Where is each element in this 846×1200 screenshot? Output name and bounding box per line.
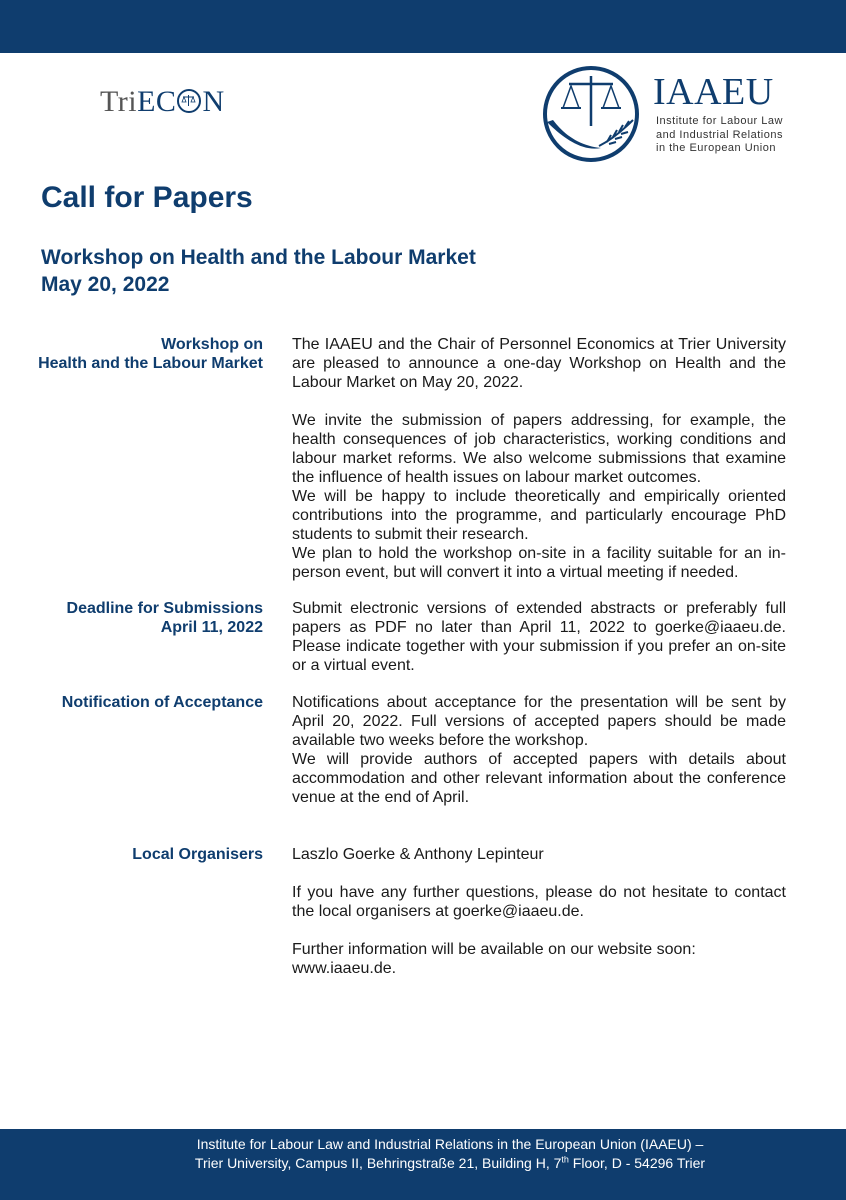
workshop-subtitle — [41, 244, 476, 298]
section-body-deadline — [292, 599, 786, 675]
iaaeu-logo-name: IAAEU — [653, 71, 774, 113]
paragraph: Notifications about acceptance for the presentation will be sent by April 20, 2022. Full versions of accepted papers should be made available two weeks before the workshop. — [292, 694, 786, 749]
iaaeu-subtitle-line: and Industrial Relations — [656, 128, 783, 141]
paragraph: If you have any further questions, please do not hesitate to contact the local organisers at goerke@iaaeu.de. — [292, 884, 786, 920]
triecon-logo-part3: N — [202, 85, 225, 118]
section-label-notification: Notification of Acceptance — [61, 694, 263, 711]
triecon-logo-part2: EC — [137, 85, 177, 118]
triecon-logo-part1: Tri — [100, 85, 138, 118]
paragraph: We invite the submission of papers addressing, for example, the health consequences of job characteristics, working conditions and labour market reforms. We also welcome submissions that examine the influence of health issues on labour market outcomes. — [292, 412, 786, 486]
footer-address-part: Floor, D - 54296 Trier — [568, 1155, 706, 1171]
website-link[interactable]: www.iaaeu.de. — [292, 960, 397, 977]
section-label-workshop — [20, 335, 263, 373]
iaaeu-emblem-icon — [541, 64, 641, 164]
top-banner — [0, 0, 846, 53]
further-info — [292, 940, 786, 978]
paragraph: We plan to hold the workshop on-site in a facility suitable for an in-person event, but will convert it into a virtual meeting if needed. — [292, 545, 786, 581]
section-label-organisers: Local Organisers — [132, 846, 263, 863]
workshop-date: May 20, 2022 — [41, 273, 170, 296]
paragraph: We will provide authors of accepted papers with details about accommodation and other relevant information about the conference venue at the end of April. — [292, 751, 786, 806]
section-body-workshop — [292, 335, 786, 582]
iaaeu-logo-subtitle — [656, 115, 783, 156]
label-line: Health and the Labour Market — [38, 355, 263, 372]
footer-address-part: Trier University, Campus II, Behringstraße 21, Building H, 7 — [194, 1155, 562, 1171]
footer-line — [0, 1154, 846, 1173]
label-line: Deadline for Submissions — [66, 600, 263, 617]
iaaeu-subtitle-line: in the European Union — [656, 142, 776, 154]
label-line: Workshop on — [161, 336, 263, 353]
paragraph: The IAAEU and the Chair of Personnel Economics at Trier University are pleased to announce a one-day Workshop on Health and the Labour Market on May 20, 2022. — [292, 336, 786, 391]
organiser-names: Laszlo Goerke & Anthony Lepinteur — [292, 846, 544, 863]
triecon-logo — [100, 82, 270, 122]
section-body-notification — [292, 693, 786, 807]
further-info-text: Further information will be available on our website soon: — [292, 941, 696, 958]
footer-banner — [0, 1129, 846, 1200]
label-line: April 11, 2022 — [160, 619, 263, 636]
footer-address — [0, 1135, 846, 1173]
scales-icon — [177, 89, 201, 113]
footer-line: Institute for Labour Law and Industrial Relations in the European Union (IAAEU) – — [196, 1136, 704, 1152]
section-label-deadline — [20, 599, 263, 637]
footer-superscript: th — [561, 1154, 569, 1165]
iaaeu-subtitle-line: Institute for Labour Law — [656, 115, 783, 127]
paragraph: Submit electronic versions of extended abstracts or preferably full papers as PDF no later than April 11, 2022 to goerke@iaaeu.de. Please indicate together with your submission if you prefer an on-site or a virtual event. — [292, 600, 786, 674]
workshop-name: Workshop on Health and the Labour Market — [41, 246, 476, 269]
section-body-organisers — [292, 845, 786, 978]
page-title: Call for Papers — [41, 181, 253, 214]
paragraph: We will be happy to include theoretically and empirically oriented contributions into the programme, and particularly encourage PhD students to submit their research. — [292, 488, 786, 543]
